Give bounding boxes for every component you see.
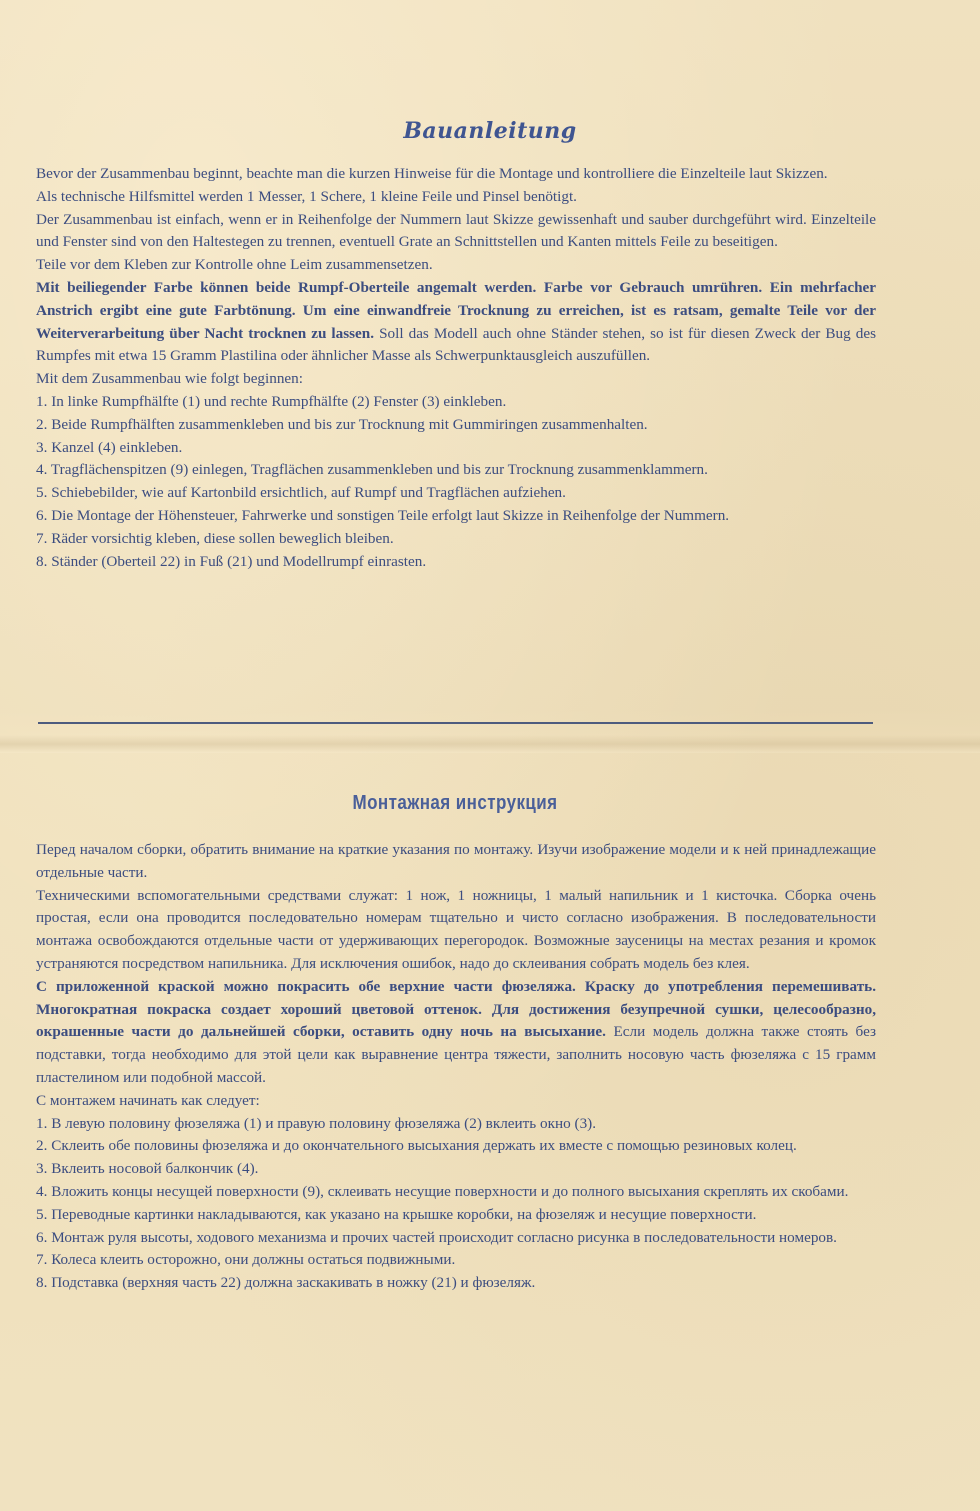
german-intro-2: Als technische Hilfsmittel werden 1 Messer, 1 Schere, 1 kleine Feile und Pinsel benötigt. bbox=[36, 187, 577, 205]
russian-paint-bold: С приложенной краской можно покрасить обе верхние части фюзеляжа. Краску до употребления перемешивать. Многократная покраска создает хороший цветовой оттенок. Для достижения безупречной сушки, целесообразно, окрашенные части до дальнейшей сборки, оставить одну ночь на высыхание. bbox=[36, 977, 876, 1041]
german-intro-1: Bevor der Zusammenbau beginnt, beachte man die kurzen Hinweise für die Montage und kontrolliere die Einzelteile laut Skizzen. bbox=[36, 165, 828, 182]
german-paint-bold: Mit beiliegender Farbe können beide Rumpf-Oberteile angemalt werden. Farbe vor Gebrauch umrühren. Ein mehrfacher Anstrich ergibt eine gute Farbtönung. Um eine einwandfreie Trocknung zu erreichen, ist es ratsam, gemalte Teile vor der Weiterverarbeitung über Nacht trocknen zu lassen. bbox=[36, 278, 876, 342]
russian-instructions bbox=[36, 839, 876, 1295]
russian-step: 7. Колеса клеить осторожно, они должны остаться подвижными. bbox=[36, 1251, 456, 1269]
german-step: 1. In linke Rumpfhälfte (1) und rechte Rumpfhälfte (2) Fenster (3) einkleben. bbox=[36, 392, 507, 410]
german-intro-3: Der Zusammenbau ist einfach, wenn er in Reihenfolge der Nummern laut Skizze gewissenhaft und sauber durchgeführt wird. Einzelteile und Fenster sind von den Haltestegen zu trennen, eventuell Grate an Schnittstellen und Kanten mittels Feile zu beseitigen. bbox=[36, 210, 876, 251]
russian-intro-1: Перед началом сборки, обратить внимание на краткие указания по монтажу. Изучи изображение модели и к ней принадлежащие отдельные части. bbox=[36, 841, 876, 881]
section-divider bbox=[38, 722, 873, 724]
russian-step: 1. В левую половину фюзеляжа (1) и правую половину фюзеляжа (2) вклеить окно (3). bbox=[36, 1114, 597, 1132]
russian-step: 2. Склеить обе половины фюзеляжа и до окончательного высыхания держать их вместе с помощью резиновых колец. bbox=[36, 1137, 797, 1155]
german-step: 8. Ständer (Oberteil 22) in Fuß (21) und Modellrumpf einrasten. bbox=[36, 552, 427, 570]
russian-title: Монтажная инструкция bbox=[352, 792, 558, 814]
russian-paint-paragraph bbox=[36, 976, 876, 1090]
russian-balance-text: Если модель должна также стоять без подставки, тогда необходимо для этой цели как выравнение центра тяжести, заполнить носовую часть фюзеляжа с 15 грамм пластелином или подобной массой. bbox=[36, 1023, 876, 1086]
russian-step: 6. Монтаж руля высоты, ходового механизма и прочих частей происходит согласно рисунка в последовательности номеров. bbox=[36, 1228, 837, 1246]
german-step: 5. Schiebebilder, wie auf Kartonbild ersichtlich, auf Rumpf und Tragflächen aufziehen. bbox=[36, 484, 566, 502]
russian-step: 5. Переводные картинки накладываются, как указано на крышке коробки, на фюзеляж и несущие поверхности. bbox=[36, 1205, 757, 1223]
russian-intro-2: Техническими вспомогательными средствами служат: 1 нож, 1 ножницы, 1 малый напильник и 1 кисточка. Сборка очень простая, если она проводится последовательно номерам тщательно и чисто согласно изображения. В последовательности монтажа освобождаются отдельные части от удерживающих перегородок. Возможные заусеницы на местах резания и кромок устраняются посредством напильника. Для исключения ошибок, надо до склеивания собрать модель без клея. bbox=[36, 886, 876, 972]
german-step: 3. Kanzel (4) einkleben. bbox=[36, 438, 183, 456]
german-step: 2. Beide Rumpfhälften zusammenkleben und bis zur Trocknung mit Gummiringen zusammenhalten. bbox=[36, 415, 648, 433]
russian-step: 3. Вклеить носовой балкончик (4). bbox=[36, 1160, 259, 1178]
german-title: Bauanleitung bbox=[403, 118, 577, 144]
german-steps-list bbox=[36, 391, 876, 573]
paper-fold bbox=[0, 735, 980, 753]
german-step: 4. Tragflächenspitzen (9) einlegen, Tragflächen zusammenkleben und bis zur Trocknung zusammenklammern. bbox=[36, 461, 708, 479]
german-instructions bbox=[36, 163, 876, 573]
german-balance-text: Soll das Modell auch ohne Ständer stehen, so ist für diesen Zweck der Bug des Rumpfes mit etwa 15 Gramm Plastilina oder ähnlicher Masse als Schwerpunktausgleich auszufüllen. bbox=[36, 324, 876, 365]
german-step: 6. Die Montage der Höhensteuer, Fahrwerke und sonstigen Teile erfolgt laut Skizze in Reihenfolge der Nummern. bbox=[36, 506, 730, 524]
russian-steps-list bbox=[36, 1113, 876, 1295]
german-intro-4: Teile vor dem Kleben zur Kontrolle ohne Leim zusammensetzen. bbox=[36, 256, 433, 274]
russian-step: 4. Вложить концы несущей поверхности (9), склеивать несущие поверхности и до полного высыхания скреплять их скобами. bbox=[36, 1182, 849, 1200]
german-steps-intro: Mit dem Zusammenbau wie folgt beginnen: bbox=[36, 370, 303, 388]
german-step: 7. Räder vorsichtig kleben, diese sollen beweglich bleiben. bbox=[36, 529, 394, 547]
german-paint-paragraph bbox=[36, 277, 876, 368]
russian-step: 8. Подставка (верхняя часть 22) должна заскакивать в ножку (21) и фюзеляж. bbox=[36, 1274, 536, 1292]
russian-steps-intro: С монтажем начинать как следует: bbox=[36, 1091, 260, 1109]
